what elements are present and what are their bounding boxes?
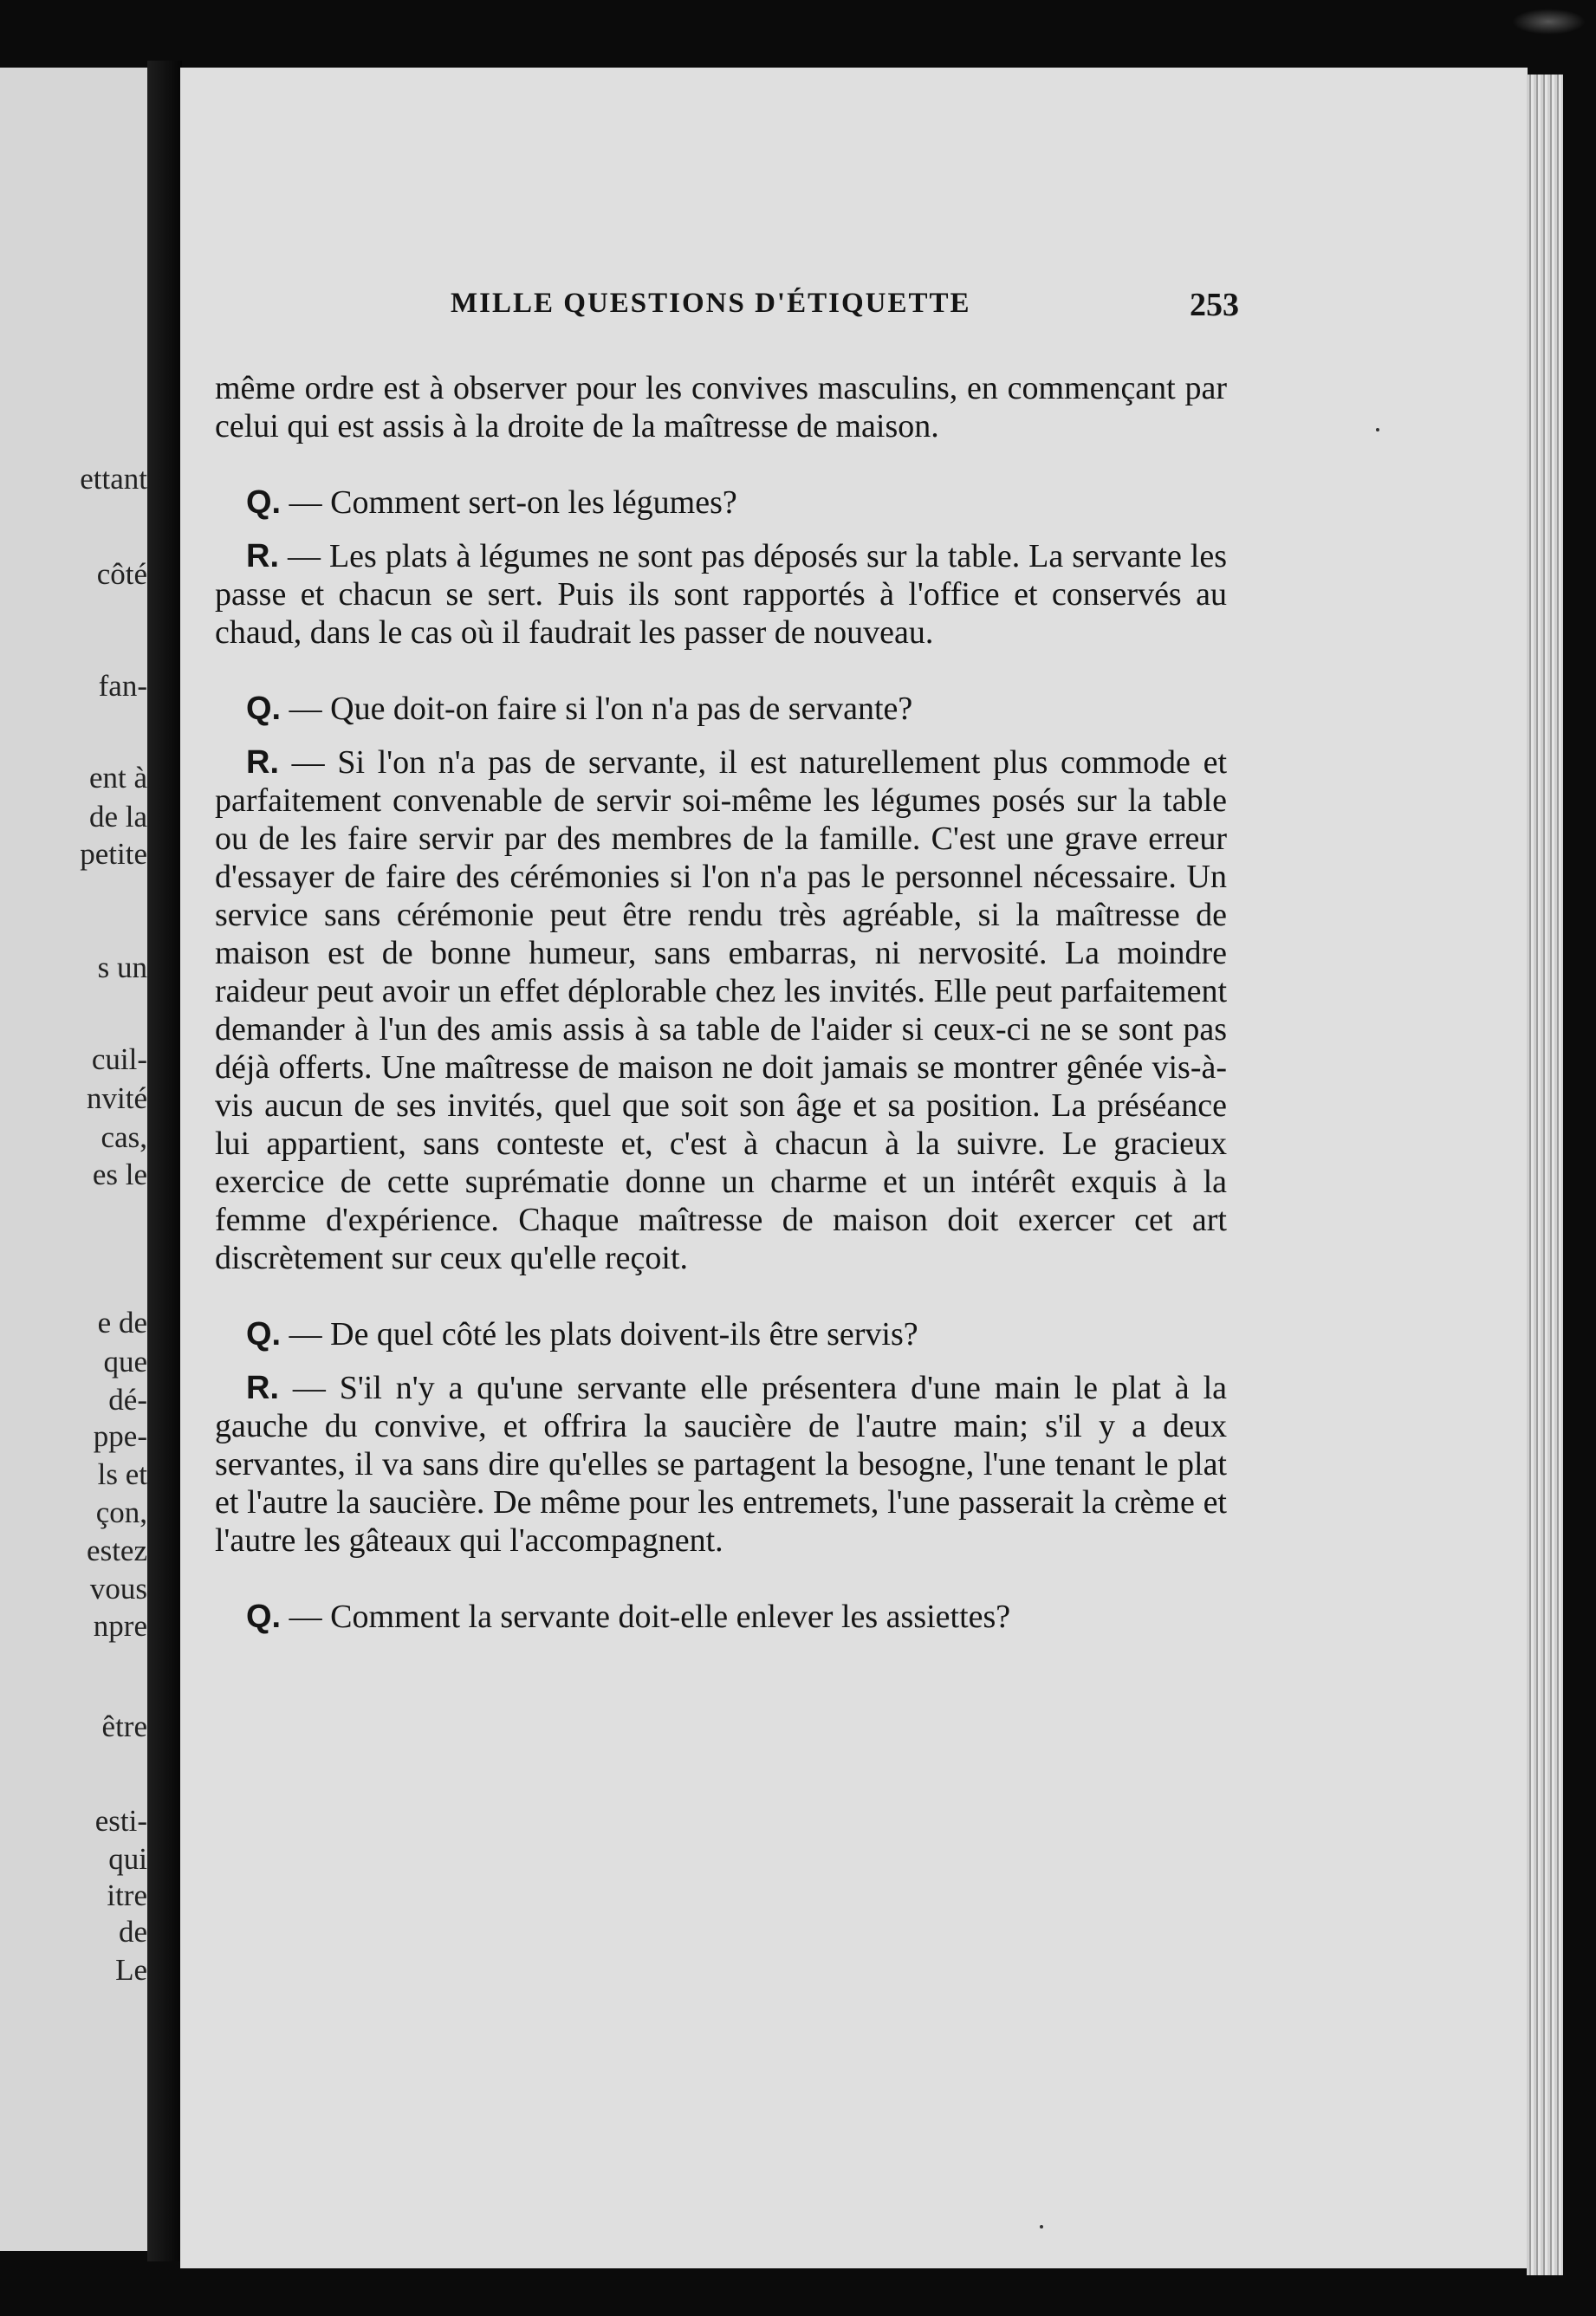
paragraph-text: — De quel côté les plats doivent-ils être servis? xyxy=(281,1316,918,1353)
speck xyxy=(1376,428,1379,431)
facing-page-text: esti- xyxy=(94,1804,147,1838)
paragraph-text: — Comment sert-on les légumes? xyxy=(281,484,737,521)
speck xyxy=(1040,2225,1043,2228)
answer-label: R. xyxy=(246,744,279,781)
scan-smudge xyxy=(1512,9,1586,35)
question-label: Q. xyxy=(246,1316,282,1353)
answer-label: R. xyxy=(246,1370,279,1406)
facing-page-text: ls et xyxy=(97,1457,147,1491)
facing-page-text: de xyxy=(118,1915,147,1949)
facing-page-text: çon, xyxy=(95,1495,147,1529)
question-label: Q. xyxy=(246,1599,282,1635)
facing-page-text: côté xyxy=(96,557,147,591)
page-body xyxy=(215,369,1227,1636)
facing-page-text: ettant xyxy=(80,462,147,496)
facing-page-text: ent à xyxy=(88,761,147,795)
facing-page-text: nvité xyxy=(87,1081,147,1115)
facing-page-text: petite xyxy=(80,837,147,871)
facing-page-text: que xyxy=(103,1345,147,1379)
answer-paragraph xyxy=(215,1369,1227,1560)
facing-page-text: ppe- xyxy=(93,1419,147,1453)
facing-page-text: es le xyxy=(92,1158,147,1191)
facing-page-fragment xyxy=(0,68,158,2251)
answer-paragraph xyxy=(215,537,1227,652)
paragraph-text: — Comment la servante doit-elle enlever les assiettes? xyxy=(281,1599,1011,1635)
paragraph-text: — Les plats à légumes ne sont pas déposés sur la table. La servante les passe et chacun se sert. Puis ils sont rapportés à l'office et conservés au chaud, dans le cas où il faudrait les passer de nouveau. xyxy=(215,538,1227,651)
page-edges xyxy=(1527,75,1563,2275)
paragraph-text: — S'il n'y a qu'une servante elle présentera d'une main le plat à la gauche du convive, et offrira la saucière de l'autre main; s'il y a deux servantes, il va sans dire qu'elles se partagent la besogne, l'une tenant le plat et l'autre la saucière. De même pour les entremets, l'une passerait la crème et l'autre les gâteaux qui l'accompagnent. xyxy=(215,1370,1227,1559)
question-paragraph xyxy=(215,1315,1227,1353)
page-number: 253 xyxy=(1190,287,1239,323)
facing-page-text: cuil- xyxy=(91,1042,147,1076)
facing-page-text: dé- xyxy=(108,1383,147,1417)
question-label: Q. xyxy=(246,484,282,521)
answer-label: R. xyxy=(246,538,279,574)
facing-page-text: e de xyxy=(97,1306,147,1340)
book-gutter xyxy=(147,61,182,2261)
facing-page-text: être xyxy=(101,1709,147,1743)
facing-page-text: fan- xyxy=(98,669,147,703)
facing-page-text: cas, xyxy=(101,1120,147,1154)
facing-page-text: npre xyxy=(93,1609,147,1643)
paragraph-text: — Que doit-on faire si l'on n'a pas de servante? xyxy=(281,691,913,727)
answer-paragraph xyxy=(215,743,1227,1277)
running-title: MILLE QUESTIONS D'ÉTIQUETTE xyxy=(451,288,971,319)
facing-page-text: s un xyxy=(97,950,147,984)
question-paragraph xyxy=(215,483,1227,522)
question-label: Q. xyxy=(246,691,282,727)
facing-page-text: qui xyxy=(108,1842,147,1876)
text-paragraph xyxy=(215,369,1227,445)
facing-page-text: de la xyxy=(88,800,147,834)
question-paragraph xyxy=(215,690,1227,728)
question-paragraph xyxy=(215,1598,1227,1636)
facing-page-text: estez xyxy=(87,1534,147,1567)
paragraph-text: — Si l'on n'a pas de servante, il est naturellement plus commode et parfaitement convenable de servir soi-même les légumes posés sur la table ou de les faire servir par des membres de la famille. C'est une grave erreur d'essayer de faire des cérémonies si l'on n'a pas le personnel nécessaire. Un service sans cérémonie peut être rendu très agréable, si la maîtresse de maison est de bonne humeur, sans embarras, ni nervosité. La moindre raideur peut avoir un effet déplorable chez les invités. Elle peut parfaitement demander à l'un des amis assis à sa table de l'aider si ceux-ci ne se sont pas déjà offerts. Une maîtresse de maison ne doit jamais se montrer gênée vis-à-vis aucun de ses invités, quel que soit son âge et sa position. La préséance lui appartient, sans conteste et, c'est à chacun à la suivre. Le gracieux exercice de cette suprématie donne un charme et un intérêt exquis à la femme d'expérience. Chaque maîtresse de maison doit exercer cet art discrètement sur ceux qu'elle reçoit. xyxy=(215,744,1227,1276)
facing-page-text: itre xyxy=(107,1878,147,1912)
facing-page-text: Le xyxy=(115,1953,147,1987)
facing-page-text: vous xyxy=(89,1572,147,1606)
paragraph-text: même ordre est à observer pour les convives masculins, en commençant par celui qui est assis à la droite de la maîtresse de maison. xyxy=(215,370,1227,444)
